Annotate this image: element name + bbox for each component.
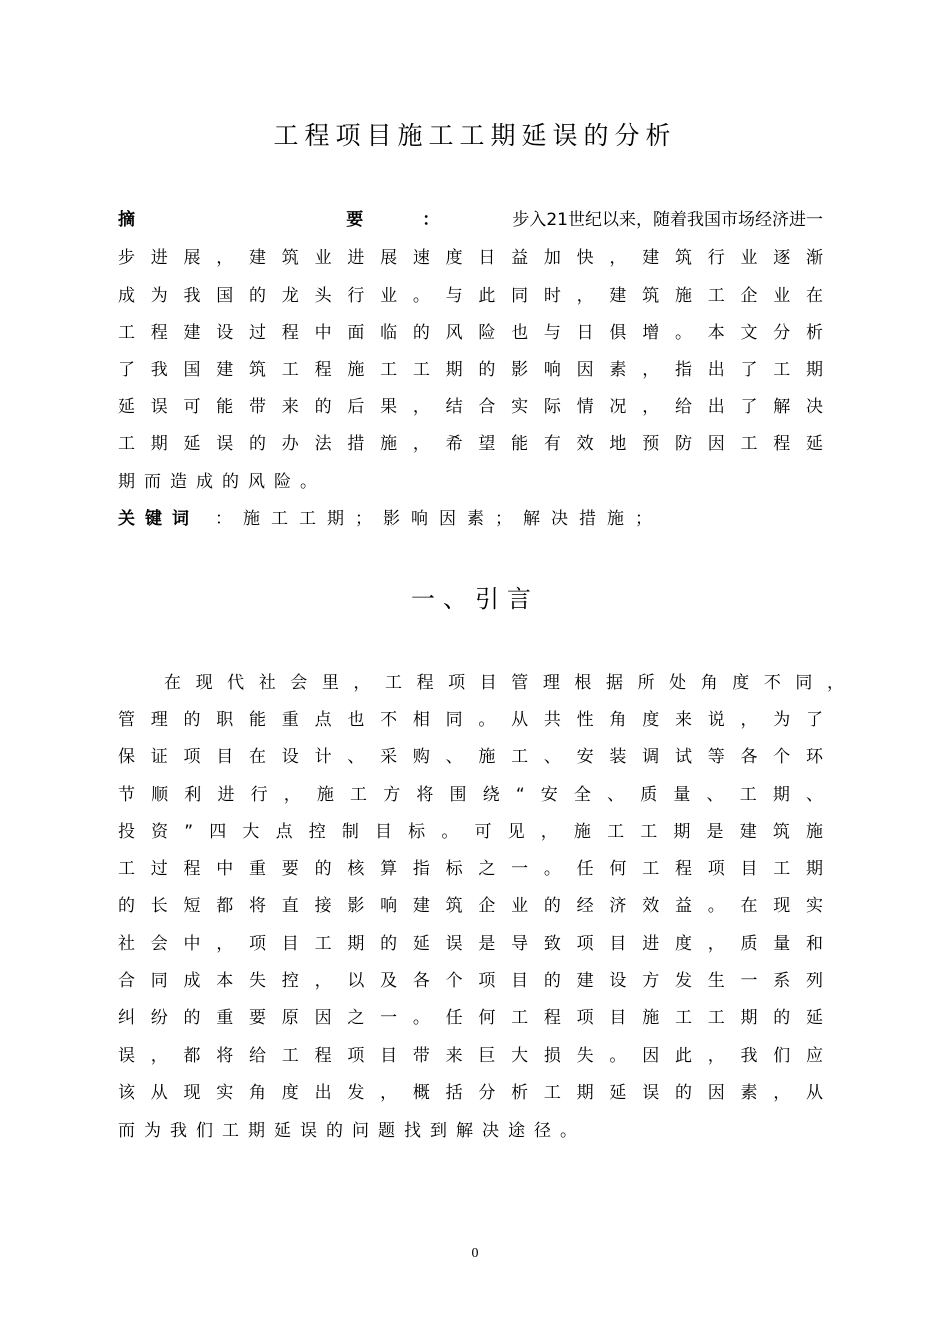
paragraph-line: 投资”四大点控制目标。可见，施工工期是建筑施 xyxy=(118,822,823,842)
abstract-label: 摘 要： xyxy=(118,210,499,230)
abstract-line: 工程建设过程中面临的风险也与日俱增。本文分析 xyxy=(118,323,823,343)
abstract-line: 工期延误的办法措施，希望能有效地预防因工程延 xyxy=(118,434,823,454)
paragraph-line: 工过程中重要的核算指标之一。任何工程项目工期 xyxy=(118,859,823,879)
abstract-line xyxy=(118,207,823,233)
abstract-line: 期而造成的风险。 xyxy=(118,472,326,492)
paragraph-line: 节顺利进行，施工方将围绕“安全、质量、工期、 xyxy=(118,785,823,805)
paragraph-line: 保证项目在设计、采购、施工、安装调试等各个环 xyxy=(118,747,823,767)
paragraph-line: 合同成本失控，以及各个项目的建设方发生一系列 xyxy=(118,971,823,991)
keywords-line xyxy=(118,506,663,532)
section-heading: 一、引言 xyxy=(411,585,539,613)
paragraph-line: 社会中，项目工期的延误是导致项目进度，质量和 xyxy=(118,934,823,954)
paragraph-line: 而为我们工期延误的问题找到解决途径。 xyxy=(118,1121,586,1141)
paragraph-line: 管理的职能重点也不相同。从共性角度来说，为了 xyxy=(118,710,823,730)
page-number: 0 xyxy=(471,1246,479,1261)
abstract-line: 步进展，建筑业进展速度日益加快，建筑行业逐渐 xyxy=(118,248,823,268)
keywords-label: 关键词 xyxy=(118,509,199,529)
document-title: 工程项目施工工期延误的分析 xyxy=(273,121,677,150)
paragraph-line: 该从现实角度出发，概括分析工期延误的因素，从 xyxy=(118,1083,823,1103)
paragraph-line: 在现代社会里，工程项目管理根据所处角度不同， xyxy=(164,673,844,693)
abstract-line: 延误可能带来的后果，结合实际情况，给出了解决 xyxy=(118,397,823,417)
abstract-line: 成为我国的龙头行业。与此同时，建筑施工企业在 xyxy=(118,286,823,306)
paragraph-line: 纠纷的重要原因之一。任何工程项目施工工期的延 xyxy=(118,1008,823,1028)
abstract-text: 步入21世纪以来，随着我国市场经济进一 xyxy=(512,210,823,230)
paragraph-line: 误，都将给工程项目带来巨大损失。因此，我们应 xyxy=(118,1046,823,1066)
abstract-line: 了我国建筑工程施工工期的影响因素，指出了工期 xyxy=(118,360,823,380)
keywords-text: ：施工工期；影响因素；解决措施； xyxy=(215,509,663,529)
paragraph-line: 的长短都将直接影响建筑企业的经济效益。在现实 xyxy=(118,896,823,916)
